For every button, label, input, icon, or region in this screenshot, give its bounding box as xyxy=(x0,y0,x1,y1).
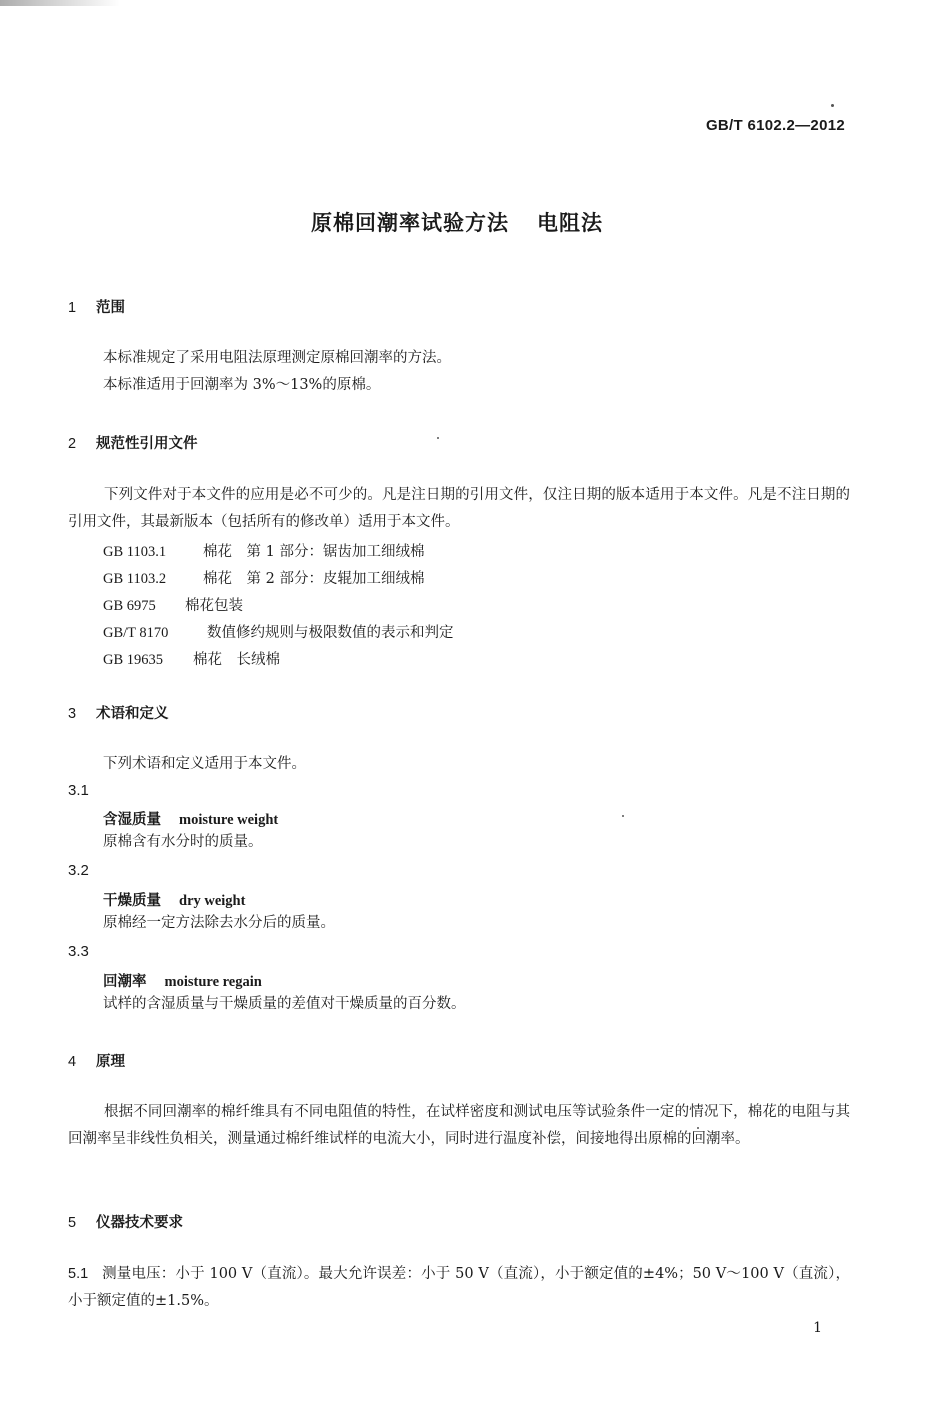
section-3-heading: 3 术语和定义 xyxy=(68,706,169,722)
section-2-intro: 下列文件对于本文件的应用是必不可少的。凡是注日期的引用文件，仅注日期的版本适用于本文件。凡是不注日期的引用文件，其最新版本（包括所有的修改单）适用于本文件。 xyxy=(68,487,850,530)
section-1-heading: 1 范围 xyxy=(68,300,125,316)
reference-item: GB 19635 棉花 长绒棉 xyxy=(103,652,280,668)
document-title xyxy=(0,207,914,237)
scan-speck xyxy=(831,104,834,107)
scan-speck xyxy=(437,437,439,439)
term-definition: 原棉经一定方法除去水分后的质量。 xyxy=(103,915,335,931)
term-heading: 含湿质量 moisture weight xyxy=(103,812,279,828)
section-2-heading: 2 规范性引用文件 xyxy=(68,436,198,452)
term-definition: 原棉含有水分时的质量。 xyxy=(103,834,263,850)
section-4-body: 根据不同回潮率的棉纤维具有不同电阻值的特性，在试样密度和测试电压等试验条件一定的情况下，棉花的电阻与其回潮率呈非线性负相关，测量通过棉纤维试样的电流大小，同时进行温度补偿，间接地得出原棉的回潮率。 xyxy=(68,1104,850,1147)
standard-code: GB/T 6102.2—2012 xyxy=(705,117,845,134)
section-3-intro: 下列术语和定义适用于本文件。 xyxy=(103,756,306,772)
section-1-line-2: 本标准适用于回潮率为 3%～13%的原棉。 xyxy=(103,377,381,393)
scan-speck xyxy=(697,1127,699,1129)
section-1-line-1: 本标准规定了采用电阻法原理测定原棉回潮率的方法。 xyxy=(103,350,451,366)
term-heading: 干燥质量 dry weight xyxy=(103,893,246,909)
term-definition: 试样的含湿质量与干燥质量的差值对干燥质量的百分数。 xyxy=(103,996,466,1012)
title-sub: 电阻法 xyxy=(537,211,603,235)
section-5-1-body: 5.1 测量电压：小于 100 V（直流）。最大允许误差：小于 50 V（直流），小于额定值的±4%；50 V～100 V（直流），小于额定值的±1.5%。 xyxy=(68,1261,850,1315)
term-heading: 回潮率 moisture regain xyxy=(103,974,262,990)
reference-item: GB 1103.1 棉花 第 1 部分：锯齿加工细绒棉 xyxy=(103,544,425,560)
reference-item: GB/T 8170 数值修约规则与极限数值的表示和判定 xyxy=(103,625,454,641)
scan-artifact xyxy=(0,0,120,6)
clause-number: 5.1 xyxy=(68,1266,89,1282)
term-number: 3.2 xyxy=(68,862,89,879)
term-number: 3.1 xyxy=(68,782,89,799)
reference-item: GB 6975 棉花包装 xyxy=(103,598,243,614)
scan-speck xyxy=(622,815,624,817)
section-5-heading: 5 仪器技术要求 xyxy=(68,1215,183,1231)
term-number: 3.3 xyxy=(68,943,89,960)
page-number: 1 xyxy=(813,1320,822,1336)
section-4-heading: 4 原理 xyxy=(68,1054,125,1070)
reference-item: GB 1103.2 棉花 第 2 部分：皮辊加工细绒棉 xyxy=(103,571,425,587)
title-main: 原棉回潮率试验方法 xyxy=(311,211,509,235)
